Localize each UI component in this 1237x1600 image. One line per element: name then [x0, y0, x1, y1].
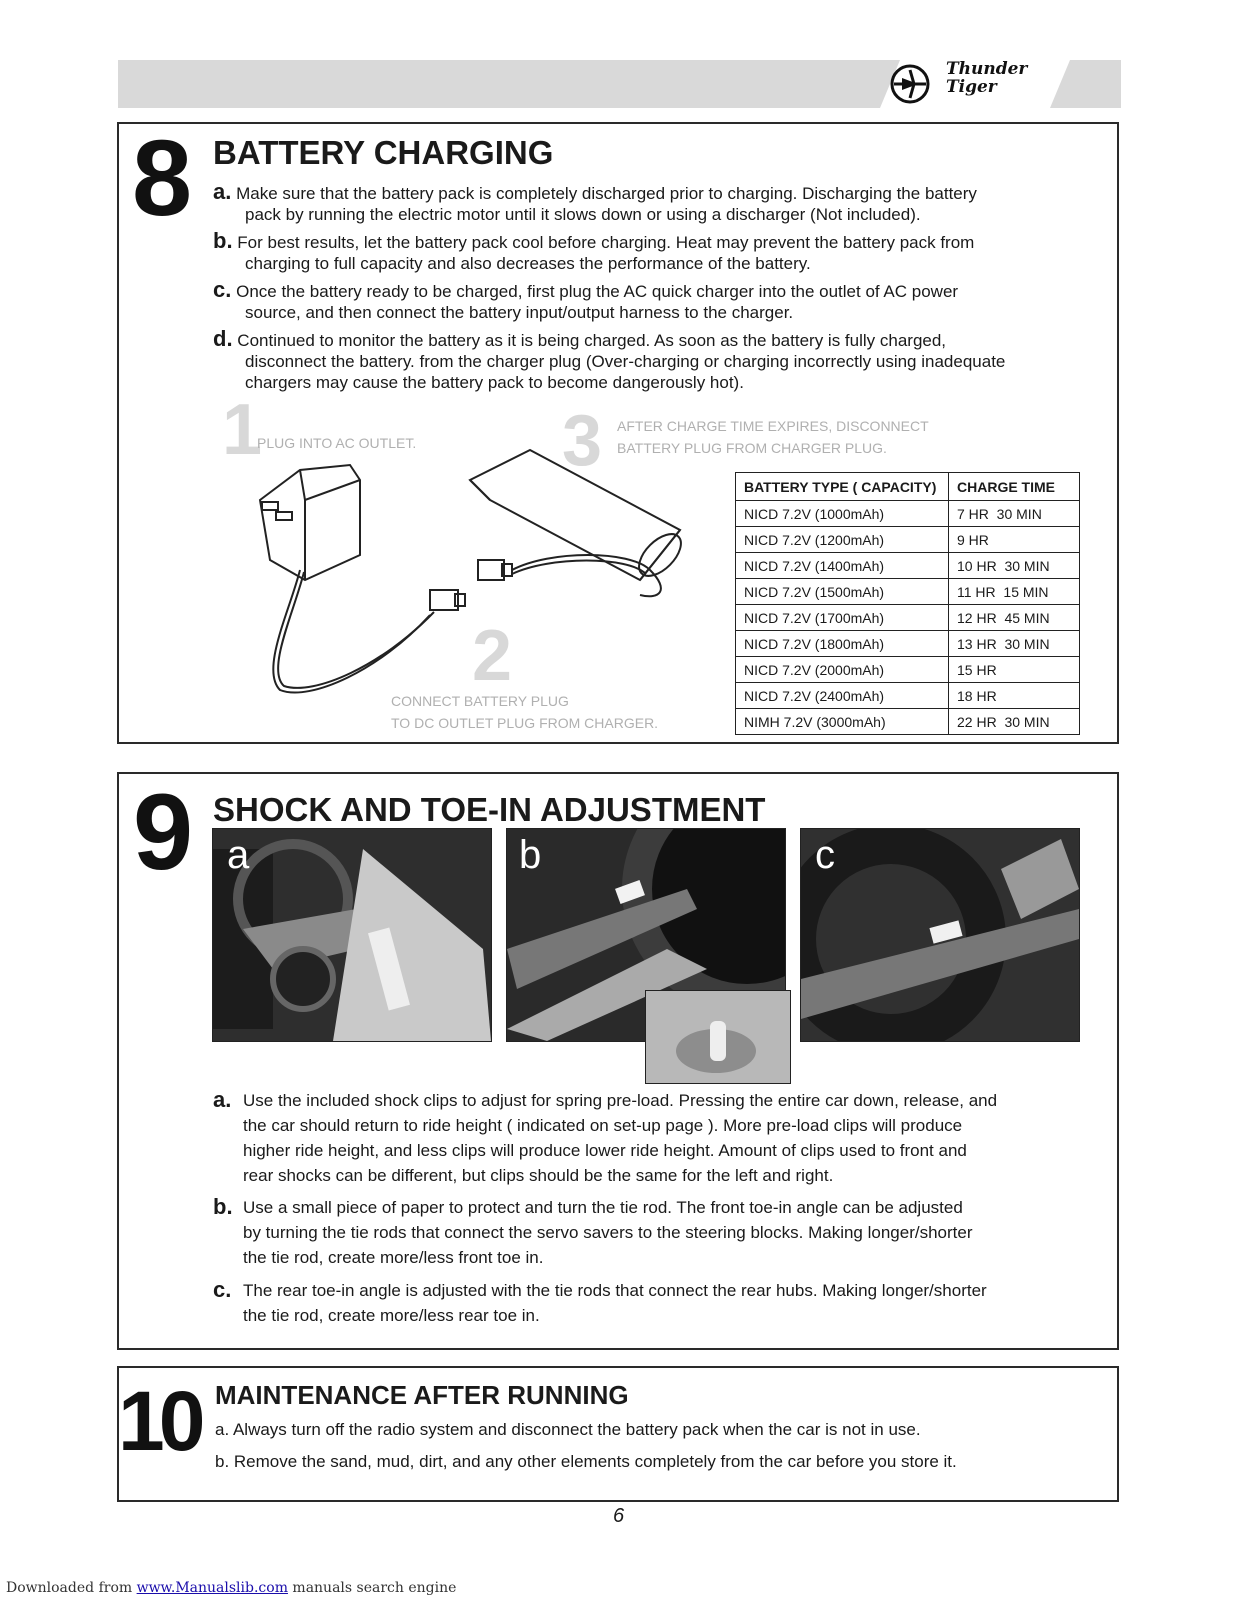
cell-battery-type: NICD 7.2V (1500mAh): [736, 579, 949, 605]
cell-battery-type: NICD 7.2V (1800mAh): [736, 631, 949, 657]
footer-download-notice: [6, 1580, 456, 1596]
section-number-10: 10: [118, 1374, 200, 1468]
cell-battery-type: NICD 7.2V (1400mAh): [736, 553, 949, 579]
rear-tie-rod-photo-icon: [801, 829, 1079, 1041]
diagram-step-2-number: 2: [472, 616, 513, 696]
cell-charge-time: 10 HR 30 MIN: [949, 553, 1080, 579]
table-row: [736, 501, 1080, 527]
step-8b: [213, 230, 974, 274]
step-letter: b.: [213, 1194, 233, 1219]
table-header-row: [736, 473, 1080, 501]
photo-label-b: b: [519, 833, 542, 877]
diagram-step-3-number: 3: [562, 401, 603, 481]
step-letter: b.: [213, 228, 233, 253]
photo-rear-tie-rod: [800, 828, 1080, 1042]
maintenance-line-b: b. Remove the sand, mud, dirt, and any other elements completely from the car before you store it.: [215, 1452, 957, 1471]
step-text-cont: chargers may cause the battery pack to become dangerously hot).: [245, 373, 744, 392]
diagram-step-1-number: 1: [222, 390, 263, 470]
step-text: Once the battery ready to be charged, first plug the AC quick charger into the outlet of AC power: [236, 282, 959, 301]
diagram-step-3-line-2: BATTERY PLUG FROM CHARGER PLUG.: [617, 440, 887, 456]
cell-charge-time: 18 HR: [949, 683, 1080, 709]
step-line: the tie rod, create more/less front toe in.: [243, 1248, 544, 1267]
step-letter: a.: [213, 179, 232, 204]
step-9a: [213, 1088, 1093, 1188]
step-line: Use a small piece of paper to protect and turn the tie rod. The front toe-in angle can be adjusted: [243, 1198, 963, 1217]
step-line: the tie rod, create more/less rear toe in.: [243, 1306, 540, 1325]
section-number-8: 8: [132, 117, 189, 238]
photo-shock-clip: [212, 828, 492, 1042]
step-line: by turning the tie rods that connect the servo savers to the steering blocks. Making longer/shorter: [243, 1223, 973, 1242]
cell-battery-type: NIMH 7.2V (3000mAh): [736, 709, 949, 735]
diagram-step-2-line-2: TO DC OUTLET PLUG FROM CHARGER.: [391, 715, 659, 731]
diagram-step-3-text: [617, 415, 929, 459]
photo-label-c: c: [815, 833, 835, 877]
charger-battery-illustration: [230, 440, 700, 710]
step-line: rear shocks can be different, but clips should be the same for the left and right.: [243, 1166, 834, 1185]
footer-link[interactable]: www.Manualslib.com: [136, 1580, 288, 1596]
table-row: [736, 657, 1080, 683]
step-text: For best results, let the battery pack cool before charging. Heat may prevent the battery pack from: [237, 233, 975, 252]
step-letter: c.: [213, 277, 232, 302]
cell-charge-time: 7 HR 30 MIN: [949, 501, 1080, 527]
cell-charge-time: 12 HR 45 MIN: [949, 605, 1080, 631]
section-title-maintenance: MAINTENANCE AFTER RUNNING: [215, 1380, 629, 1410]
step-text: Continued to monitor the battery as it is being charged. As soon as the battery is fully charged,: [237, 331, 947, 350]
cell-charge-time: 13 HR 30 MIN: [949, 631, 1080, 657]
table-header-battery-type: BATTERY TYPE ( CAPACITY): [736, 473, 949, 501]
shock-clip-photo-icon: [213, 829, 491, 1041]
table-header-charge-time: CHARGE TIME: [949, 473, 1080, 501]
step-9c: [213, 1278, 1093, 1328]
step-text-cont: pack by running the electric motor until it slows down or using a discharger (Not included).: [245, 205, 921, 224]
section-number-9: 9: [133, 771, 190, 892]
cell-battery-type: NICD 7.2V (1700mAh): [736, 605, 949, 631]
footer-suffix: manuals search engine: [287, 1580, 457, 1596]
step-text-cont: source, and then connect the battery input/output harness to the charger.: [245, 303, 794, 322]
step-letter: a.: [213, 1087, 232, 1112]
photo-paper-inset: [645, 990, 791, 1084]
paper-inset-icon: [646, 991, 790, 1083]
table-row: [736, 683, 1080, 709]
cell-battery-type: NICD 7.2V (2400mAh): [736, 683, 949, 709]
charge-time-table: [735, 472, 1080, 735]
table-row: [736, 527, 1080, 553]
step-letter: d.: [213, 326, 233, 351]
cell-battery-type: NICD 7.2V (2000mAh): [736, 657, 949, 683]
diagram-step-1-text: PLUG INTO AC OUTLET.: [257, 435, 417, 451]
step-line: higher ride height, and less clips will produce lower ride height. Amount of clips used to front and: [243, 1141, 967, 1160]
table-row: [736, 631, 1080, 657]
table-row: [736, 605, 1080, 631]
step-8d: [213, 328, 1005, 393]
brand-line-2: Tiger: [946, 77, 997, 97]
cell-battery-type: NICD 7.2V (1000mAh): [736, 501, 949, 527]
cell-charge-time: 22 HR 30 MIN: [949, 709, 1080, 735]
step-line: The rear toe-in angle is adjusted with the tie rods that connect the rear hubs. Making longer/shorter: [243, 1281, 987, 1300]
diagram-step-2-line-1: CONNECT BATTERY PLUG: [391, 693, 569, 709]
footer-prefix: Downloaded from: [6, 1580, 137, 1596]
step-text: Make sure that the battery pack is completely discharged prior to charging. Discharging the battery: [236, 184, 977, 203]
cell-charge-time: 9 HR: [949, 527, 1080, 553]
step-8c: [213, 279, 958, 323]
brand-line-1: Thunder: [946, 59, 1028, 79]
step-letter: c.: [213, 1277, 232, 1302]
step-9b: [213, 1195, 1093, 1270]
maintenance-line-a: a. Always turn off the radio system and disconnect the battery pack when the car is not in use.: [215, 1420, 921, 1439]
table-row: [736, 709, 1080, 735]
step-text-cont: charging to full capacity and also decreases the performance of the battery.: [245, 254, 811, 273]
step-line: Use the included shock clips to adjust for spring pre-load. Pressing the entire car down, release, and: [243, 1091, 998, 1110]
cell-charge-time: 11 HR 15 MIN: [949, 579, 1080, 605]
cell-battery-type: NICD 7.2V (1200mAh): [736, 527, 949, 553]
table-row: [736, 579, 1080, 605]
diagram-step-3-line-1: AFTER CHARGE TIME EXPIRES, DISCONNECT: [617, 418, 929, 434]
step-8a: [213, 181, 977, 225]
page-number: 6: [612, 1505, 625, 1527]
brand-name: [946, 60, 1027, 96]
table-row: [736, 553, 1080, 579]
step-line: the car should return to ride height ( indicated on set-up page ). More pre-load clips will produce: [243, 1116, 963, 1135]
cell-charge-time: 15 HR: [949, 657, 1080, 683]
section-title-battery-charging: BATTERY CHARGING: [213, 134, 554, 171]
section-title-shock-toe-in: SHOCK AND TOE-IN ADJUSTMENT: [213, 791, 766, 828]
step-text-cont: disconnect the battery. from the charger plug (Over-charging or charging incorrectly using inadequate: [245, 352, 1006, 371]
diagram-step-2-text: [391, 690, 658, 734]
photo-label-a: a: [227, 833, 250, 877]
